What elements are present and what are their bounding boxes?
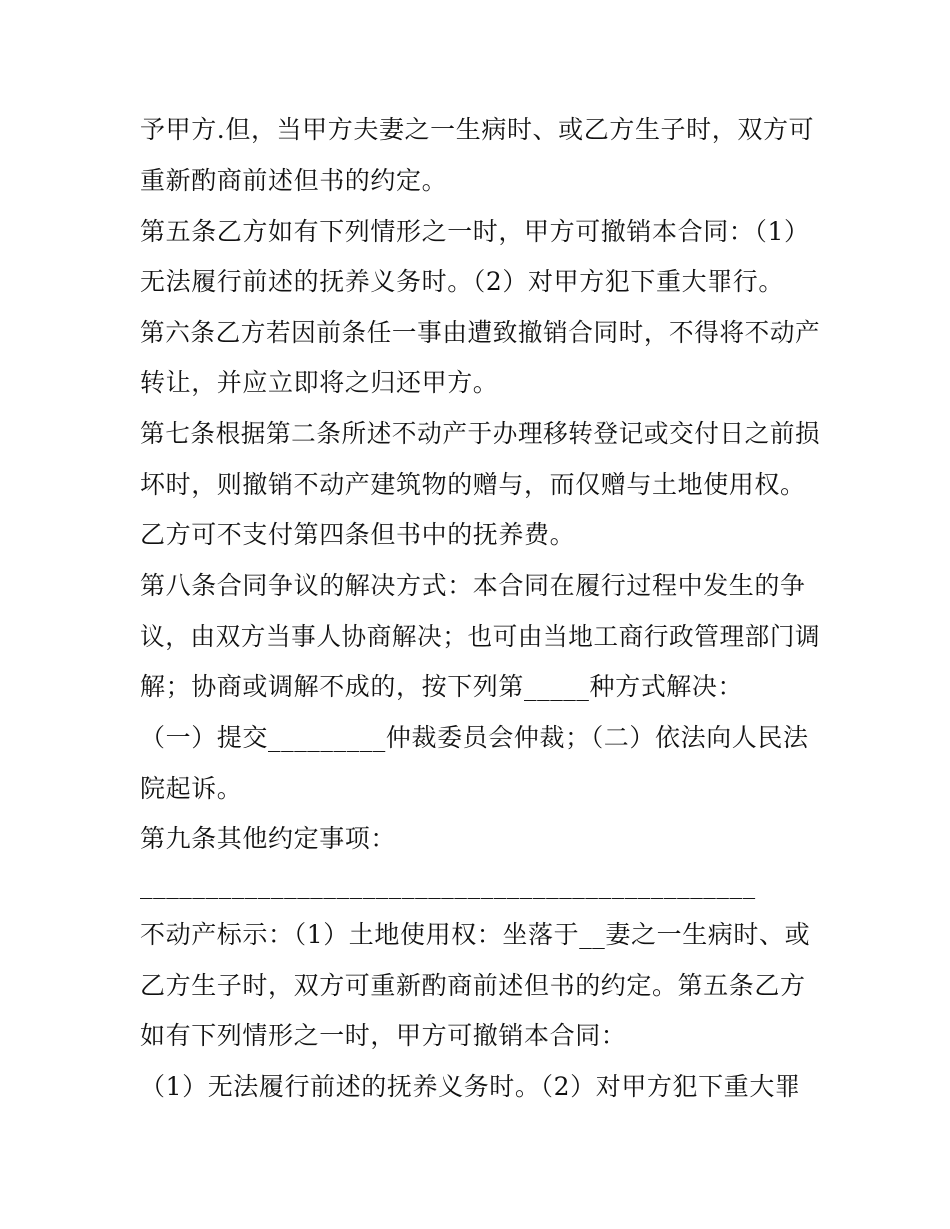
text-line-14: 院起诉。	[140, 774, 243, 803]
text-line-16-underline: _______________________________________________	[140, 870, 756, 899]
text-line-11: 议，由双方当事人协商解决；也可由当地工商行政管理部门调	[140, 622, 821, 651]
text-line-20: （1）无法履行前述的抚养义务时。（2）对甲方犯下重大罪	[140, 1072, 801, 1101]
text-line-13: （一）提交_________仲裁委员会仲裁；（二）依法向人民法	[140, 723, 809, 752]
text-line-9: 乙方可不支付第四条但书中的抚养费。	[140, 520, 576, 549]
text-line-3: 第五条乙方如有下列情形之一时，甲方可撤销本合同：（1）	[140, 217, 810, 246]
text-line-19: 如有下列情形之一时，甲方可撤销本合同：	[140, 1021, 627, 1050]
text-line-6: 转让，并应立即将之归还甲方。	[140, 368, 499, 397]
text-line-15: 第九条其他约定事项：	[140, 824, 397, 853]
text-line-10: 第八条合同争议的解决方式：本合同在履行过程中发生的争	[140, 571, 806, 600]
text-line-8: 坏时，则撤销不动产建筑物的赠与，而仅赠与土地使用权。	[140, 470, 806, 499]
text-line-4: 无法履行前述的抚养义务时。（2）对甲方犯下重大罪行。	[140, 267, 785, 296]
text-line-12: 解；协商或调解不成的，按下列第_____种方式解决：	[140, 672, 744, 701]
text-line-2: 重新酌商前述但书的约定。	[140, 166, 448, 195]
text-line-5: 第六条乙方若因前条任一事由遭致撤销合同时，不得将不动产	[140, 318, 821, 347]
text-line-7: 第七条根据第二条所述不动产于办理移转登记或交付日之前损	[140, 419, 821, 448]
text-line-18: 乙方生子时，双方可重新酌商前述但书的约定。第五条乙方	[140, 971, 806, 1000]
text-line-17: 不动产标示：（1）土地使用权：坐落于__妻之一生病时、或	[140, 920, 811, 949]
text-line-1: 予甲方.但，当甲方夫妻之一生病时、或乙方生子时，双方可	[140, 115, 815, 144]
